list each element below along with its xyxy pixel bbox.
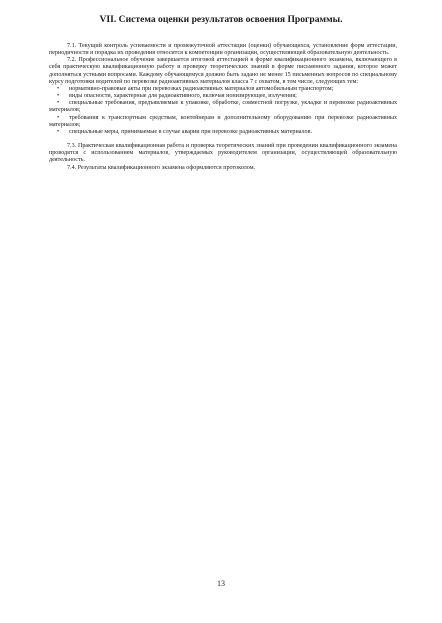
bullet-icon: • [57, 114, 60, 121]
bullet-icon: • [57, 128, 60, 135]
bullet-icon: • [57, 85, 60, 92]
page-number: 13 [217, 579, 225, 588]
list-item-text: специальные требования, предъявляемые к упаковке, обработке, совместной погрузке, укладке и перевозке радиоактивных материалов; [49, 100, 397, 114]
paragraph-7-3: 7.3. Практическая квалификационная работа и проверка теоретических знаний при проведении квалификационного экзамена проводятся с использованием материалов, утверждаемых руководителем организации, осуществляющей образовательную деятельность. [49, 143, 397, 164]
list-item-text: виды опасности, характерные для радиоактивного, включая ионизирующее, излучения; [69, 93, 297, 100]
bullet-icon: • [57, 100, 60, 107]
paragraph-7-1: 7.1. Текущий контроль успеваемости и промежуточной аттестации (оценки) обучающихся, установление форм аттестации, периодичности и порядка их проведения относится к компетенции организации, осуществляющей образовательную деятельность. [49, 43, 397, 57]
topics-list [49, 86, 397, 136]
section-title: VII. Система оценки результатов освоения Программы. [99, 14, 343, 25]
list-item [49, 86, 397, 93]
list-item [49, 129, 397, 136]
document-body [49, 43, 397, 172]
list-item-text: требования к транспортным средствам, контейнерам и дополнительному оборудованию при перевозке радиоактивных материалов; [49, 114, 397, 128]
paragraph-7-2: 7.2. Профессиональное обучение завершается итоговой аттестацией в форме квалификационного экзамена, включающего в себя практическую квалификационную работу и проверку теоретических знаний в форме письменного задания, которое может дополняться устными вопросами. Каждому обучающемуся должно быть задано не менее 15 письменных вопросов по специальному курсу подготовки водителей по перевозке радиоактивных материалов класса 7 с охватом, в том числе, следующих тем: [49, 57, 397, 85]
list-item-text: специальные меры, принимаемые в случае аварии при перевозке радиоактивных материалов. [69, 128, 312, 135]
list-item-text: нормативно-правовые акты при перевозках радиоактивных материалов автомобильным транспортом; [69, 85, 334, 92]
bullet-icon: • [57, 93, 60, 100]
list-item [49, 115, 397, 129]
list-item [49, 100, 397, 114]
paragraph-7-4: 7.4. Результаты квалификационного экзамена оформляются протоколом. [67, 164, 256, 171]
